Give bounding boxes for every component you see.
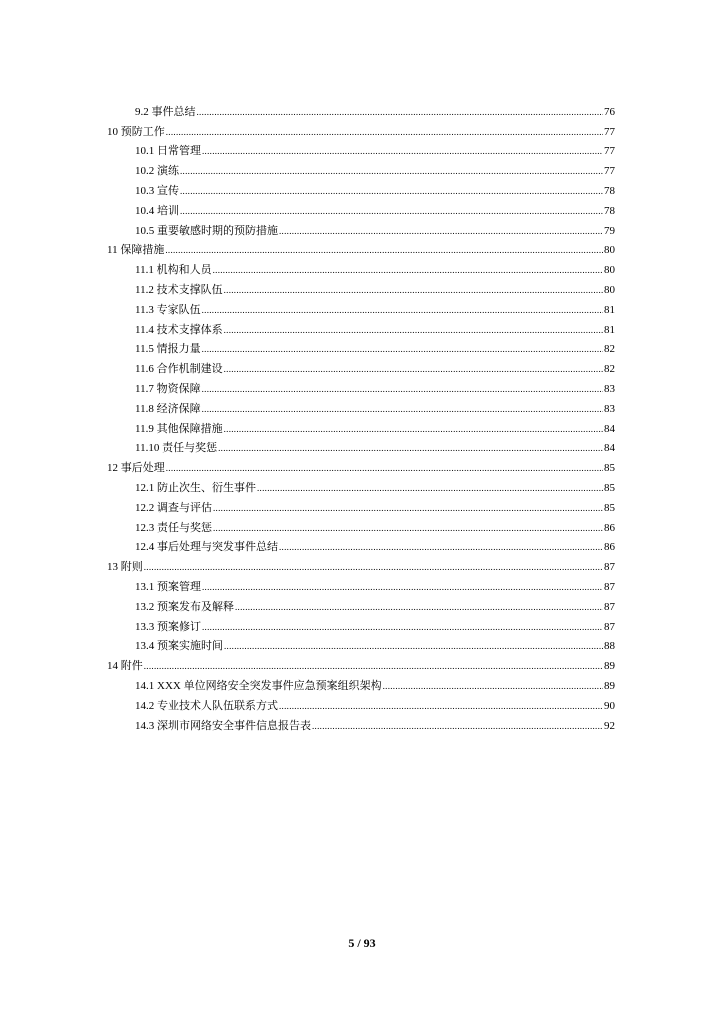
toc-entry-page-number: 92: [604, 719, 615, 732]
toc-entry-page-number: 83: [604, 402, 615, 415]
toc-dot-leader: [144, 660, 603, 673]
toc-dot-leader: [202, 581, 603, 594]
toc-dot-leader: [144, 561, 603, 574]
toc-entry-page-number: 79: [604, 224, 615, 237]
toc-entry[interactable]: [107, 99, 615, 119]
toc-dot-leader: [224, 324, 603, 337]
toc-entry[interactable]: [107, 713, 615, 733]
toc-entry-page-number: 85: [604, 462, 615, 475]
toc-entry[interactable]: [107, 574, 615, 594]
toc-entry-title: 13.1 预案管理: [135, 580, 201, 593]
toc-entry-title: 10 预防工作: [107, 125, 165, 138]
toc-entry-page-number: 82: [604, 343, 615, 356]
toc-entry[interactable]: [107, 158, 615, 178]
toc-entry[interactable]: [107, 475, 615, 495]
toc-dot-leader: [279, 541, 603, 554]
toc-entry-title: 10.5 重要敏感时期的预防措施: [135, 224, 278, 237]
toc-dot-leader: [224, 423, 603, 436]
toc-entry-page-number: 87: [604, 561, 615, 574]
toc-entry-title: 11.6 合作机制建设: [135, 363, 223, 376]
toc-entry-title: 14.1 XXX 单位网络安全突发事件应急预案组织架构: [135, 679, 382, 692]
toc-entry[interactable]: [107, 119, 615, 139]
toc-entry[interactable]: [107, 455, 615, 475]
toc-entry-title: 9.2 事件总结: [135, 105, 196, 118]
toc-entry-page-number: 77: [604, 125, 615, 138]
page-number-footer: 5 / 93: [348, 936, 376, 950]
toc-entry-title: 11.2 技术支撑队伍: [135, 283, 223, 296]
toc-entry-title: 13.4 预案实施时间: [135, 640, 223, 653]
toc-entry-title: 11.5 情报力量: [135, 343, 201, 356]
toc-entry-page-number: 80: [604, 264, 615, 277]
toc-entry-page-number: 76: [604, 105, 615, 118]
toc-dot-leader: [279, 225, 603, 238]
toc-entry[interactable]: [107, 238, 615, 258]
toc-entry[interactable]: [107, 653, 615, 673]
toc-entry-page-number: 82: [604, 363, 615, 376]
toc-entry[interactable]: [107, 396, 615, 416]
toc-entry-title: 13.3 预案修订: [135, 620, 201, 633]
toc-entry-title: 14.3 深圳市网络安全事件信息报告表: [135, 719, 311, 732]
toc-entry-title: 11.9 其他保障措施: [135, 422, 223, 435]
toc-entry-title: 11.10 责任与奖惩: [135, 442, 218, 455]
toc-dot-leader: [166, 126, 603, 139]
toc-entry-title: 12.4 事后处理与突发事件总结: [135, 541, 278, 554]
toc-entry-title: 10.3 宣传: [135, 184, 179, 197]
toc-entry[interactable]: [107, 614, 615, 634]
toc-dot-leader: [202, 304, 603, 317]
toc-entry[interactable]: [107, 198, 615, 218]
toc-entry-title: 14.2 专业技术人队伍联系方式: [135, 699, 278, 712]
toc-entry-page-number: 88: [604, 640, 615, 653]
toc-entry[interactable]: [107, 317, 615, 337]
toc-entry-page-number: 83: [604, 382, 615, 395]
toc-entry[interactable]: [107, 139, 615, 159]
toc-entry-page-number: 86: [604, 521, 615, 534]
toc-entry[interactable]: [107, 297, 615, 317]
toc-dot-leader: [202, 383, 603, 396]
toc-entry[interactable]: [107, 535, 615, 555]
toc-dot-leader: [235, 601, 603, 614]
toc-entry-title: 14 附件: [107, 660, 143, 673]
toc-entry-page-number: 84: [604, 442, 615, 455]
toc-entry[interactable]: [107, 416, 615, 436]
toc-dot-leader: [312, 720, 603, 733]
toc-entry-title: 13.2 预案发布及解释: [135, 600, 234, 613]
toc-dot-leader: [202, 403, 603, 416]
toc-dot-leader: [202, 343, 603, 356]
toc-entry-title: 10.1 日常管理: [135, 145, 201, 158]
toc-entry[interactable]: [107, 178, 615, 198]
toc-entry-title: 11.7 物资保障: [135, 382, 201, 395]
toc-dot-leader: [257, 482, 603, 495]
toc-dot-leader: [202, 621, 603, 634]
toc-entry-page-number: 78: [604, 204, 615, 217]
toc-dot-leader: [224, 284, 603, 297]
toc-entry-title: 11.1 机构和人员: [135, 264, 212, 277]
toc-dot-leader: [224, 363, 603, 376]
toc-entry[interactable]: [107, 277, 615, 297]
table-of-contents: [107, 99, 615, 733]
toc-entry[interactable]: [107, 515, 615, 535]
toc-entry-page-number: 81: [604, 323, 615, 336]
toc-entry-page-number: 77: [604, 165, 615, 178]
toc-dot-leader: [166, 462, 603, 475]
toc-dot-leader: [202, 145, 603, 158]
toc-dot-leader: [213, 522, 603, 535]
toc-entry[interactable]: [107, 436, 615, 456]
toc-entry-page-number: 89: [604, 660, 615, 673]
toc-entry-page-number: 85: [604, 501, 615, 514]
toc-entry[interactable]: [107, 554, 615, 574]
toc-entry-page-number: 86: [604, 541, 615, 554]
toc-entry-page-number: 77: [604, 145, 615, 158]
toc-dot-leader: [224, 640, 603, 653]
toc-dot-leader: [383, 680, 603, 693]
toc-entry-page-number: 85: [604, 481, 615, 494]
toc-entry-title: 11 保障措施: [107, 244, 165, 257]
toc-entry[interactable]: [107, 673, 615, 693]
toc-entry-title: 11.8 经济保障: [135, 402, 201, 415]
toc-entry-page-number: 87: [604, 620, 615, 633]
toc-entry[interactable]: [107, 594, 615, 614]
toc-entry-page-number: 87: [604, 580, 615, 593]
toc-entry[interactable]: [107, 218, 615, 238]
toc-entry-title: 12.3 责任与奖惩: [135, 521, 212, 534]
toc-entry-title: 12 事后处理: [107, 462, 165, 475]
toc-entry-title: 11.3 专家队伍: [135, 303, 201, 316]
toc-dot-leader: [180, 205, 603, 218]
toc-entry-title: 10.4 培训: [135, 204, 179, 217]
toc-dot-leader: [213, 264, 603, 277]
toc-entry[interactable]: [107, 634, 615, 654]
toc-entry[interactable]: [107, 356, 615, 376]
toc-dot-leader: [180, 165, 603, 178]
toc-entry-page-number: 78: [604, 184, 615, 197]
toc-entry-title: 12.2 调查与评估: [135, 501, 212, 514]
toc-dot-leader: [213, 502, 603, 515]
toc-entry[interactable]: [107, 337, 615, 357]
toc-entry-title: 12.1 防止次生、衍生事件: [135, 481, 256, 494]
toc-dot-leader: [180, 185, 603, 198]
toc-entry-page-number: 87: [604, 600, 615, 613]
toc-entry[interactable]: [107, 257, 615, 277]
toc-entry-page-number: 81: [604, 303, 615, 316]
toc-entry-page-number: 90: [604, 699, 615, 712]
toc-entry[interactable]: [107, 495, 615, 515]
toc-entry-page-number: 89: [604, 679, 615, 692]
toc-dot-leader: [279, 700, 603, 713]
toc-dot-leader: [165, 244, 603, 257]
toc-entry[interactable]: [107, 376, 615, 396]
toc-dot-leader: [197, 106, 604, 119]
toc-entry-title: 10.2 演练: [135, 165, 179, 178]
toc-entry-page-number: 80: [604, 244, 615, 257]
toc-entry-title: 13 附则: [107, 561, 143, 574]
toc-entry-page-number: 80: [604, 283, 615, 296]
toc-entry-title: 11.4 技术支撑体系: [135, 323, 223, 336]
toc-entry[interactable]: [107, 693, 615, 713]
toc-dot-leader: [218, 442, 603, 455]
toc-entry-page-number: 84: [604, 422, 615, 435]
